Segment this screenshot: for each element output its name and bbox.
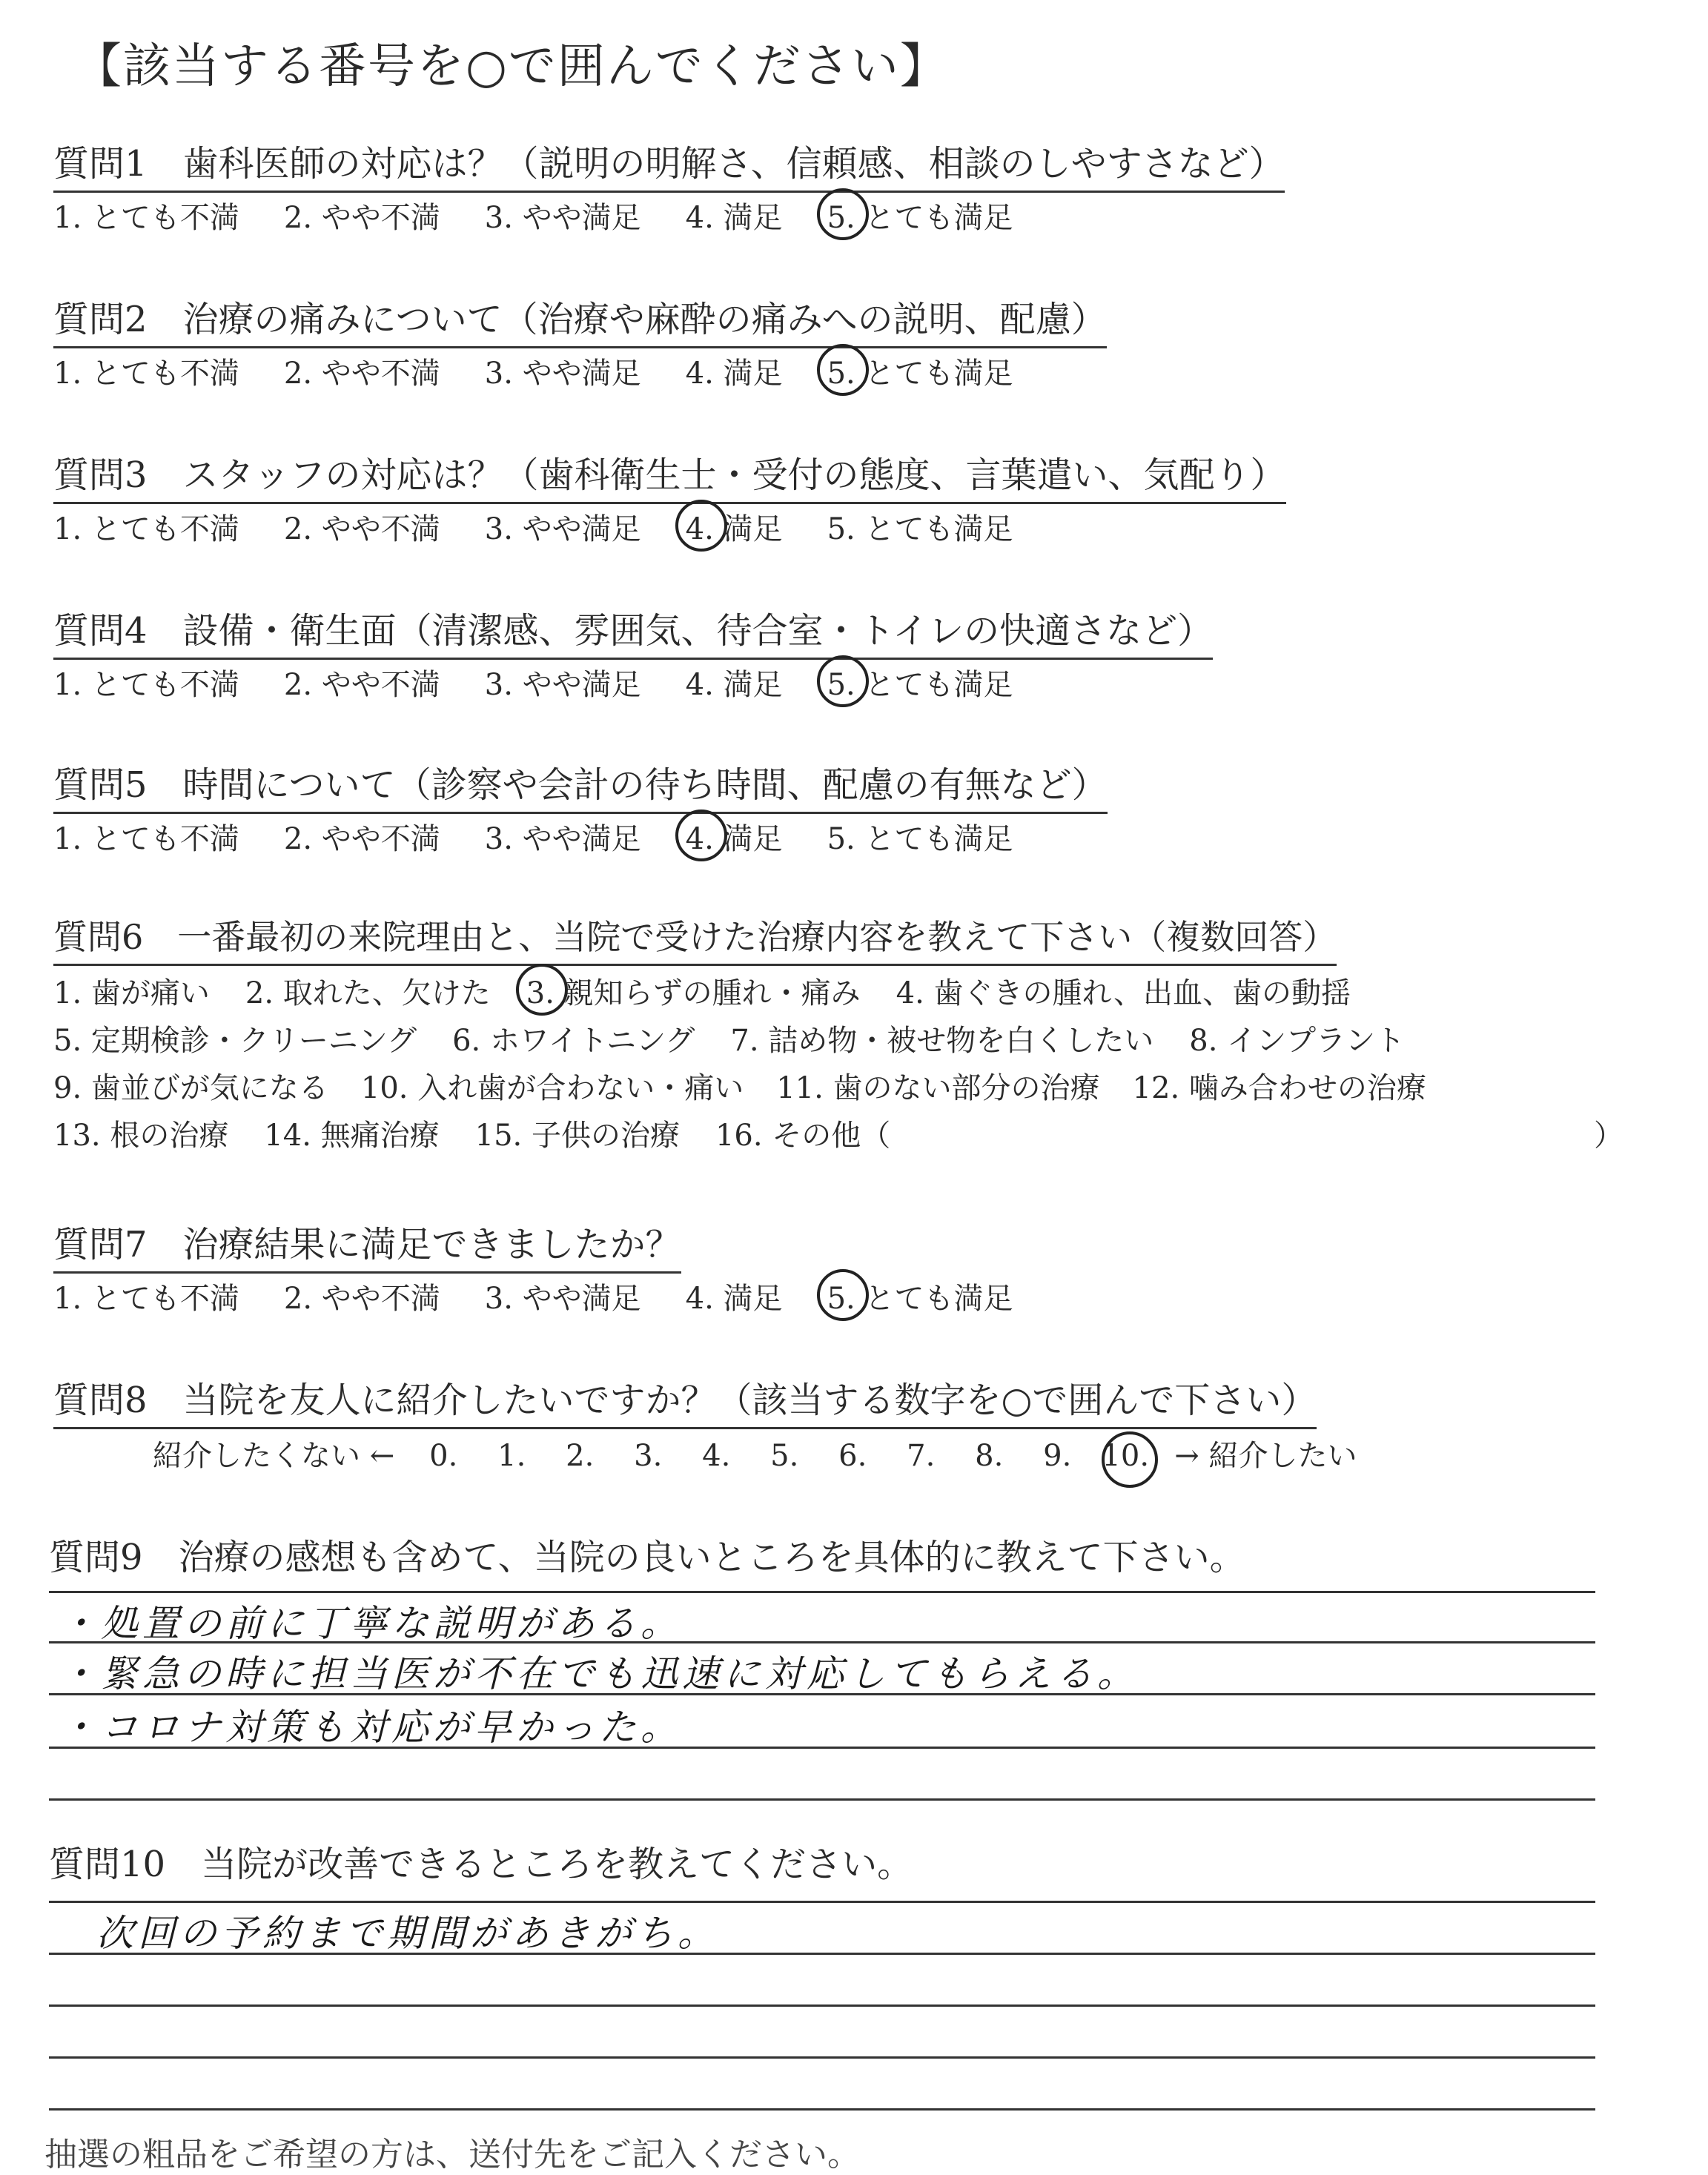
q8-number-9[interactable]: 9. [1043, 1439, 1072, 1473]
q4-option-4[interactable]: 4. 満足 [685, 668, 783, 702]
q6-option-7[interactable]: 7. 詰め物・被せ物を白くしたい [730, 1024, 1154, 1058]
answer-line [49, 2056, 1595, 2059]
q1-option-5-selected[interactable]: 5. とても満足 [827, 194, 1013, 236]
q8-number-0[interactable]: 0. [429, 1439, 458, 1473]
q9-answer-3[interactable]: ・コロナ対策も対応が早かった。 [59, 1706, 682, 1749]
q6-option-13[interactable]: 13. 根の治療 [53, 1119, 229, 1153]
q8-number-6[interactable]: 6. [838, 1439, 867, 1473]
q2-option-4[interactable]: 4. 満足 [685, 357, 783, 391]
q3-option-2[interactable]: 2. やや不満 [283, 512, 440, 546]
question-5-title: 質問5 時間について（診察や会計の待ち時間、配慮の有無など） [53, 756, 1108, 814]
q5-option-1[interactable]: 1. とても不満 [53, 822, 239, 856]
q2-option-5-selected[interactable]: 5. とても満足 [827, 350, 1013, 392]
q5-option-3[interactable]: 3. やや満足 [484, 822, 641, 856]
q1-option-4[interactable]: 4. 満足 [685, 201, 783, 235]
question-3-title: 質問3 スタッフの対応は？（歯科衛生士・受付の態度、言葉遣い、気配り） [53, 446, 1286, 504]
q3-option-1[interactable]: 1. とても不満 [53, 512, 239, 546]
question-3-options [53, 506, 1057, 548]
q2-option-3[interactable]: 3. やや満足 [484, 357, 641, 391]
q8-number-2[interactable]: 2. [566, 1439, 595, 1473]
question-1-title: 質問1 歯科医師の対応は？（説明の明解さ、信頼感、相談のしやすさなど） [53, 135, 1285, 193]
q8-left-label: 紹介したくない ← [153, 1439, 395, 1473]
q6-option-5[interactable]: 5. 定期検診・クリーニング [53, 1024, 417, 1058]
answer-line [49, 1901, 1595, 1903]
q4-option-3[interactable]: 3. やや満足 [484, 668, 641, 702]
q5-option-2[interactable]: 2. やや不満 [283, 822, 440, 856]
question-10-title: 質問10 当院が改善できるところを教えてください。 [49, 1844, 913, 1885]
answer-line [49, 1798, 1595, 1801]
q8-number-3[interactable]: 3. [634, 1439, 663, 1473]
q6-other-close-paren: ） [1594, 1119, 1623, 1153]
q3-option-3[interactable]: 3. やや満足 [484, 512, 641, 546]
q1-option-2[interactable]: 2. やや不満 [283, 201, 440, 235]
q6-option-16[interactable]: 16. その他（ [715, 1119, 891, 1153]
q8-number-4[interactable]: 4. [702, 1439, 731, 1473]
question-6-title: 質問6 一番最初の来院理由と、当院で受けた治療内容を教えて下さい（複数回答） [53, 910, 1337, 966]
q6-option-10[interactable]: 10. 入れ歯が合わない・痛い [360, 1071, 744, 1105]
q4-option-5-selected[interactable]: 5. とても満足 [827, 661, 1013, 704]
q8-number-10-selected[interactable]: 10. [1091, 1439, 1159, 1473]
q3-option-4-selected[interactable]: 4. 満足 [686, 506, 783, 548]
question-6-row-1 [53, 970, 1351, 1012]
q10-answer-1[interactable]: 次回の予約まで期間があきがち。 [96, 1912, 719, 1955]
q7-option-1[interactable]: 1. とても不満 [53, 1282, 239, 1316]
q6-option-6[interactable]: 6. ホワイトニング [452, 1024, 695, 1058]
q2-option-2[interactable]: 2. やや不満 [283, 357, 440, 391]
q8-number-1[interactable]: 1. [497, 1439, 526, 1473]
q4-option-2[interactable]: 2. やや不満 [283, 668, 440, 702]
question-4-title: 質問4 設備・衛生面（清潔感、雰囲気、待合室・トイレの快適さなど） [53, 602, 1213, 660]
q6-option-4[interactable]: 4. 歯ぐきの腫れ、出血、歯の動揺 [896, 976, 1351, 1010]
answer-line [49, 1591, 1595, 1593]
question-5-options [53, 815, 1057, 858]
question-8-title: 質問8 当院を友人に紹介したいですか？（該当する数字を○で囲んで下さい） [53, 1371, 1317, 1429]
question-6-row-3 [53, 1065, 1426, 1107]
q8-right-label: → 紹介したい [1174, 1439, 1357, 1473]
q7-option-5-selected[interactable]: 5. とても満足 [827, 1275, 1013, 1317]
q8-number-7[interactable]: 7. [907, 1439, 936, 1473]
question-9-title: 質問9 治療の感想も含めて、当院の良いところを具体的に教えて下さい。 [49, 1537, 1245, 1578]
q6-option-2[interactable]: 2. 取れた、欠けた [245, 976, 491, 1010]
answer-line [49, 2108, 1595, 2111]
q3-option-5[interactable]: 5. とても満足 [827, 512, 1013, 546]
q9-answer-1[interactable]: ・処置の前に丁寧な説明がある。 [59, 1602, 682, 1645]
q9-answer-2[interactable]: ・緊急の時に担当医が不在でも迅速に対応してもらえる。 [59, 1652, 1139, 1695]
q7-option-3[interactable]: 3. やや満足 [484, 1282, 641, 1316]
footer-note-partial: 抽選の粗品をご希望の方は、送付先をご記入ください。 [44, 2136, 860, 2174]
q1-option-3[interactable]: 3. やや満足 [484, 201, 641, 235]
q6-option-9[interactable]: 9. 歯並びが気になる [53, 1071, 328, 1105]
q6-option-1[interactable]: 1. 歯が痛い [53, 976, 210, 1010]
answer-line [49, 2004, 1595, 2007]
question-2-title: 質問2 治療の痛みについて（治療や麻酔の痛みへの説明、配慮） [53, 291, 1107, 348]
question-7-options [53, 1275, 1057, 1317]
q1-option-1[interactable]: 1. とても不満 [53, 201, 239, 235]
q5-option-4-selected[interactable]: 4. 満足 [686, 815, 783, 858]
question-4-options [53, 661, 1057, 704]
q5-option-5[interactable]: 5. とても満足 [827, 822, 1013, 856]
q6-option-3-selected[interactable]: 3. 親知らずの腫れ・痛み [526, 970, 861, 1012]
question-6-row-2 [53, 1017, 1405, 1059]
question-6-row-4 [53, 1112, 890, 1154]
question-7-title: 質問7 治療結果に満足できましたか？ [53, 1216, 681, 1274]
q6-option-15[interactable]: 15. 子供の治療 [474, 1119, 680, 1153]
q6-option-12[interactable]: 12. 噛み合わせの治療 [1132, 1071, 1426, 1105]
question-1-options [53, 194, 1057, 236]
question-2-options [53, 350, 1057, 392]
question-8-scale [153, 1432, 1357, 1474]
q7-option-4[interactable]: 4. 満足 [685, 1282, 783, 1316]
q4-option-1[interactable]: 1. とても不満 [53, 668, 239, 702]
q8-number-5[interactable]: 5. [770, 1439, 799, 1473]
q6-option-14[interactable]: 14. 無痛治療 [264, 1119, 440, 1153]
q6-option-11[interactable]: 11. 歯のない部分の治療 [776, 1071, 1100, 1105]
q6-option-8[interactable]: 8. インプラント [1189, 1024, 1406, 1058]
form-title: 【該当する番号を○で囲んでください】 [74, 39, 949, 94]
q2-option-1[interactable]: 1. とても不満 [53, 357, 239, 391]
q8-number-8[interactable]: 8. [975, 1439, 1004, 1473]
q7-option-2[interactable]: 2. やや不満 [283, 1282, 440, 1316]
